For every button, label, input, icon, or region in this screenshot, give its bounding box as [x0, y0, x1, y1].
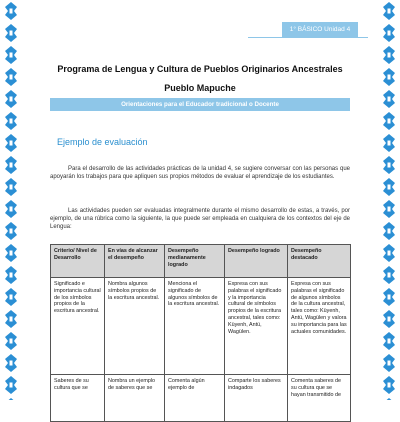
rubric-intro-paragraph: Las actividades pueden ser evaluadas integralmente durante el mismo desarrollo de estas, a través, por ejemplo, de una rúbrica como la siguiente, la que puede ser empleada en cualquiera de los contextos del eje de Lengua:: [50, 208, 350, 231]
border-motif-icon: [5, 222, 17, 240]
unit-tab: 1° BÁSICO Unidad 4: [282, 22, 358, 37]
header-level-1: En vías de alcanzar el desempeño: [105, 245, 165, 278]
cell-level-3: Comparte los saberes indagados: [225, 375, 288, 422]
border-motif-icon: [383, 112, 395, 130]
border-motif-icon: [383, 266, 395, 284]
header-level-3: Desempeño logrado: [225, 245, 288, 278]
guidance-banner: Orientaciones para el Educador tradicional o Docente: [50, 98, 350, 111]
border-motif-icon: [5, 134, 17, 152]
cell-criterion: Significado e importancia cultural de los símbolos propios de la escritura ancestral.: [51, 278, 105, 375]
border-motif-icon: [383, 354, 395, 372]
border-motif-icon: [5, 200, 17, 218]
cell-level-4: Expresa con sus palabras el significado de algunos símbolos de la cultura ancestral, tales como: Küyenh, Antü, Wagülen y valora su importancia para las actuales comunidades.: [288, 278, 351, 375]
border-motif-icon: [5, 24, 17, 42]
border-motif-icon: [5, 354, 17, 372]
unit-tab-underline: [248, 37, 368, 38]
table-row: [51, 375, 351, 422]
border-motif-icon: [383, 24, 395, 42]
table-row: [51, 278, 351, 375]
border-motif-icon: [383, 156, 395, 174]
border-motif-icon: [383, 332, 395, 350]
section-heading: Ejemplo de evaluación: [57, 137, 148, 147]
header-level-4: Desempeño destacado: [288, 245, 351, 278]
border-motif-icon: [5, 178, 17, 196]
border-motif-icon: [5, 244, 17, 262]
intro-paragraph: Para el desarrollo de las actividades prácticas de la unidad 4, se sugiere conversar con las personas que apoyarán los trabajos para que apliquen sus propios métodos de evaluar el aprendizaje de los estudiantes.: [50, 166, 350, 181]
border-motif-icon: [383, 46, 395, 64]
border-motif-icon: [383, 310, 395, 328]
border-motif-icon: [5, 112, 17, 130]
header-level-2: Desempeño medianamente logrado: [165, 245, 225, 278]
border-motif-icon: [383, 178, 395, 196]
cell-level-1: Nombra un ejemplo de saberes que se: [105, 375, 165, 422]
decorative-border-left: [0, 0, 22, 400]
border-motif-icon: [383, 288, 395, 306]
border-motif-icon: [5, 156, 17, 174]
border-motif-icon: [383, 376, 395, 394]
cell-level-1: Nombra algunos símbolos propios de la escritura ancestral.: [105, 278, 165, 375]
border-motif-icon: [5, 310, 17, 328]
border-motif-icon: [383, 200, 395, 218]
border-motif-icon: [383, 244, 395, 262]
rubric-table: [50, 244, 351, 422]
decorative-border-right: [378, 0, 400, 400]
border-motif-icon: [5, 288, 17, 306]
border-motif-icon: [5, 266, 17, 284]
cell-level-4: Comenta saberes de su cultura que se hayan transmitido de: [288, 375, 351, 422]
border-motif-icon: [383, 222, 395, 240]
border-motif-icon: [5, 2, 17, 20]
cell-level-2: Comenta algún ejemplo de: [165, 375, 225, 422]
border-motif-icon: [5, 46, 17, 64]
people-title: Pueblo Mapuche: [164, 83, 236, 93]
border-motif-icon: [5, 376, 17, 394]
cell-level-2: Menciona el significado de algunos símbolos de la escritura ancestral.: [165, 278, 225, 375]
border-motif-icon: [5, 332, 17, 350]
border-motif-icon: [383, 2, 395, 20]
cell-criterion: Saberes de su cultura que se: [51, 375, 105, 422]
border-motif-icon: [383, 134, 395, 152]
header-criterion: Criterio/ Nivel de Desarrollo: [51, 245, 105, 278]
cell-level-3: Expresa con sus palabras el significado y la importancia cultural de símbolos propios de la escritura ancestral, tales como: Küyenh, Antü, Wagülen.: [225, 278, 288, 375]
rubric-header-row: [51, 245, 351, 278]
program-title: Programa de Lengua y Cultura de Pueblos Originarios Ancestrales: [57, 64, 343, 74]
